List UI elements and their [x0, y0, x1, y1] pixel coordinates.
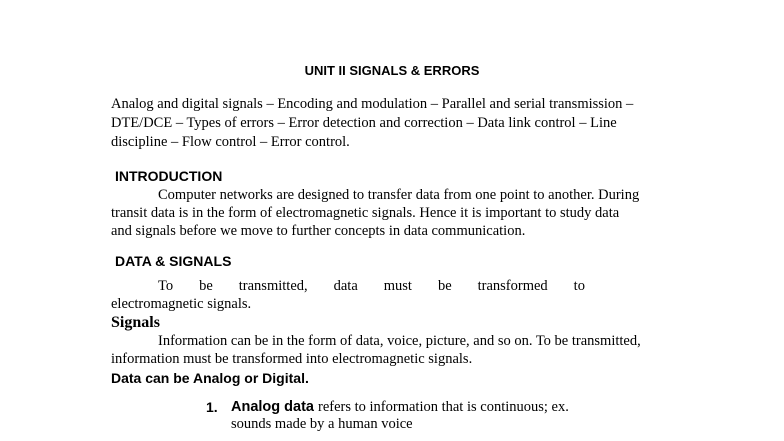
- introduction-line-1: Computer networks are designed to transfer data from one point to another. During: [158, 187, 640, 203]
- word: be: [437, 278, 452, 294]
- data-signals-line-2: electromagnetic signals.: [111, 296, 252, 312]
- syllabus-line-2: DTE/DCE – Types of errors – Error detection and correction – Data link control – Line: [111, 115, 617, 131]
- word: transmitted,: [238, 278, 308, 294]
- introduction-heading: INTRODUCTION: [115, 168, 223, 184]
- word: To: [158, 278, 174, 294]
- data-signals-line-1: [158, 278, 585, 295]
- word: data: [333, 278, 358, 294]
- list-item-line-2: sounds made by a human voice: [231, 416, 413, 432]
- list-item-text: refers to information that is continuous; ex.: [317, 399, 569, 415]
- introduction-line-3: and signals before we move to further concepts in data communication.: [111, 223, 526, 239]
- page-title: UNIT II SIGNALS & ERRORS: [304, 63, 480, 78]
- introduction-line-2: transit data is in the form of electromagnetic signals. Hence it is important to study data: [111, 205, 620, 221]
- signals-heading: Signals: [111, 314, 160, 331]
- signals-line-2: information must be transformed into electromagnetic signals.: [111, 351, 473, 367]
- syllabus-line-3: discipline – Flow control – Error control.: [111, 134, 350, 150]
- syllabus-line-1: Analog and digital signals – Encoding and modulation – Parallel and serial transmission –: [111, 96, 634, 112]
- list-item-1: [231, 398, 569, 416]
- word: must: [383, 278, 412, 294]
- list-item-term: Analog data: [231, 399, 314, 415]
- signals-line-1: Information can be in the form of data, voice, picture, and so on. To be transmitted,: [158, 333, 641, 349]
- data-types-heading: Data can be Analog or Digital.: [111, 370, 309, 386]
- word: to: [573, 278, 585, 294]
- word: be: [199, 278, 213, 294]
- list-item-number: 1.: [206, 399, 218, 415]
- data-signals-heading: DATA & SIGNALS: [115, 253, 232, 269]
- word: transformed: [477, 278, 548, 294]
